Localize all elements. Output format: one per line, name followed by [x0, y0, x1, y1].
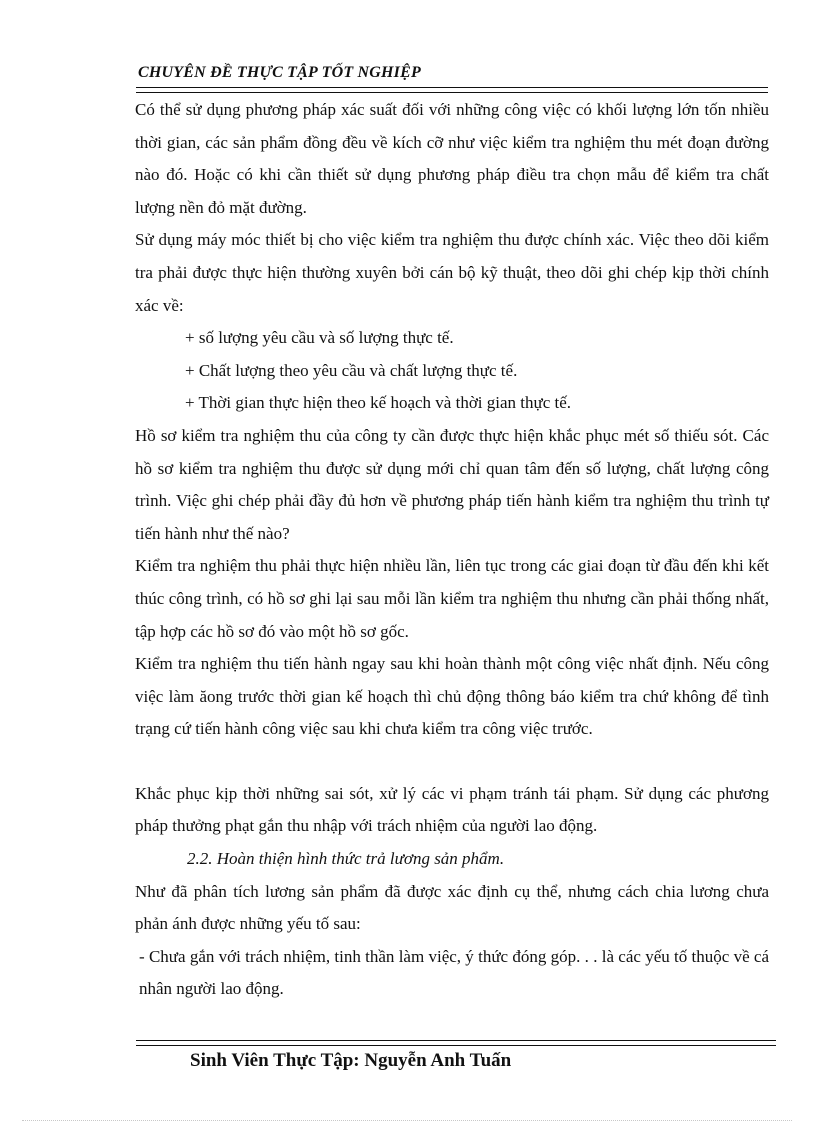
paragraph: Sử dụng máy móc thiết bị cho việc kiểm tra nghiệm thu được chính xác. Việc theo dõi kiểm tra phải được thực hiện thường xuyên bởi cán bộ kỹ thuật, theo dõi ghi chép kịp thời chính xác về:	[135, 230, 769, 315]
bullet-item: + số lượng yêu cầu và số lượng thực tế.	[185, 328, 454, 348]
header-divider	[136, 87, 768, 93]
paragraph: Kiểm tra nghiệm thu phải thực hiện nhiều lần, liên tục trong các giai đoạn từ đầu đến khi kết thúc công trình, có hồ sơ ghi lại sau mỗi lần kiểm tra nghiệm thu nhưng cần phải thống nhất, tập hợp các hồ sơ đó vào một hồ sơ gốc.	[135, 556, 769, 641]
page-edge-line	[22, 1120, 792, 1121]
paragraph: Khắc phục kịp thời những sai sót, xử lý các vi phạm tránh tái phạm. Sử dụng các phương pháp thưởng phạt gắn thu nhập với trách nhiệm của người lao động.	[135, 783, 769, 836]
page-header-title: CHUYÊN ĐỀ THỰC TẬP TỐT NGHIỆP	[138, 64, 421, 81]
paragraph: Hồ sơ kiểm tra nghiệm thu của công ty cần được thực hiện khắc phục mét số thiếu sót. Các hồ sơ kiểm tra nghiệm thu được sử dụng mới chỉ quan tâm đến số lượng, chất lượng công trình. Việc ghi chép phải đầy đủ hơn về phương pháp tiến hành kiểm tra nghiệm thu trình tự tiến hành như thế nào?	[135, 425, 769, 543]
bullet-item: + Chất lượng theo yêu cầu và chất lượng thực tế.	[185, 360, 518, 380]
blank-line	[135, 746, 769, 778]
paragraph: Như đã phân tích lương sản phẩm đã được xác định cụ thể, nhưng cách chia lương chưa phản ánh được những yếu tố sau:	[135, 881, 769, 934]
section-heading: 2.2. Hoàn thiện hình thức trả lương sản phẩm.	[187, 849, 505, 869]
dash-item: - Chưa gắn với trách nhiệm, tinh thần làm việc, ý thức đóng góp. . . là các yếu tố thuộc về cá nhân người lao động.	[139, 946, 769, 999]
paragraph: Có thể sử dụng phương pháp xác suất đối với những công việc có khối lượng lớn tốn nhiều thời gian, các sản phẩm đồng đều về kích cỡ như việc kiểm tra nghiệm thu mét đoạn đường nào đó. Hoặc có khi cần thiết sử dụng phương pháp điều tra chọn mẫu để kiểm tra chất lượng nền đỏ mặt đường.	[135, 100, 769, 217]
document-body	[135, 94, 769, 1006]
footer-divider	[136, 1040, 776, 1046]
paragraph: Kiểm tra nghiệm thu tiến hành ngay sau khi hoàn thành một công việc nhất định. Nếu công việc làm ăong trước thời gian kế hoạch thì chủ động thông báo kiểm tra chứ không để tình trạng cứ tiến hành công việc sau khi chưa kiểm tra công việc trước.	[135, 654, 769, 739]
page-footer-text: Sinh Viên Thực Tập: Nguyễn Anh Tuấn	[190, 1050, 512, 1071]
bullet-item: + Thời gian thực hiện theo kế hoạch và thời gian thực tế.	[185, 393, 572, 413]
